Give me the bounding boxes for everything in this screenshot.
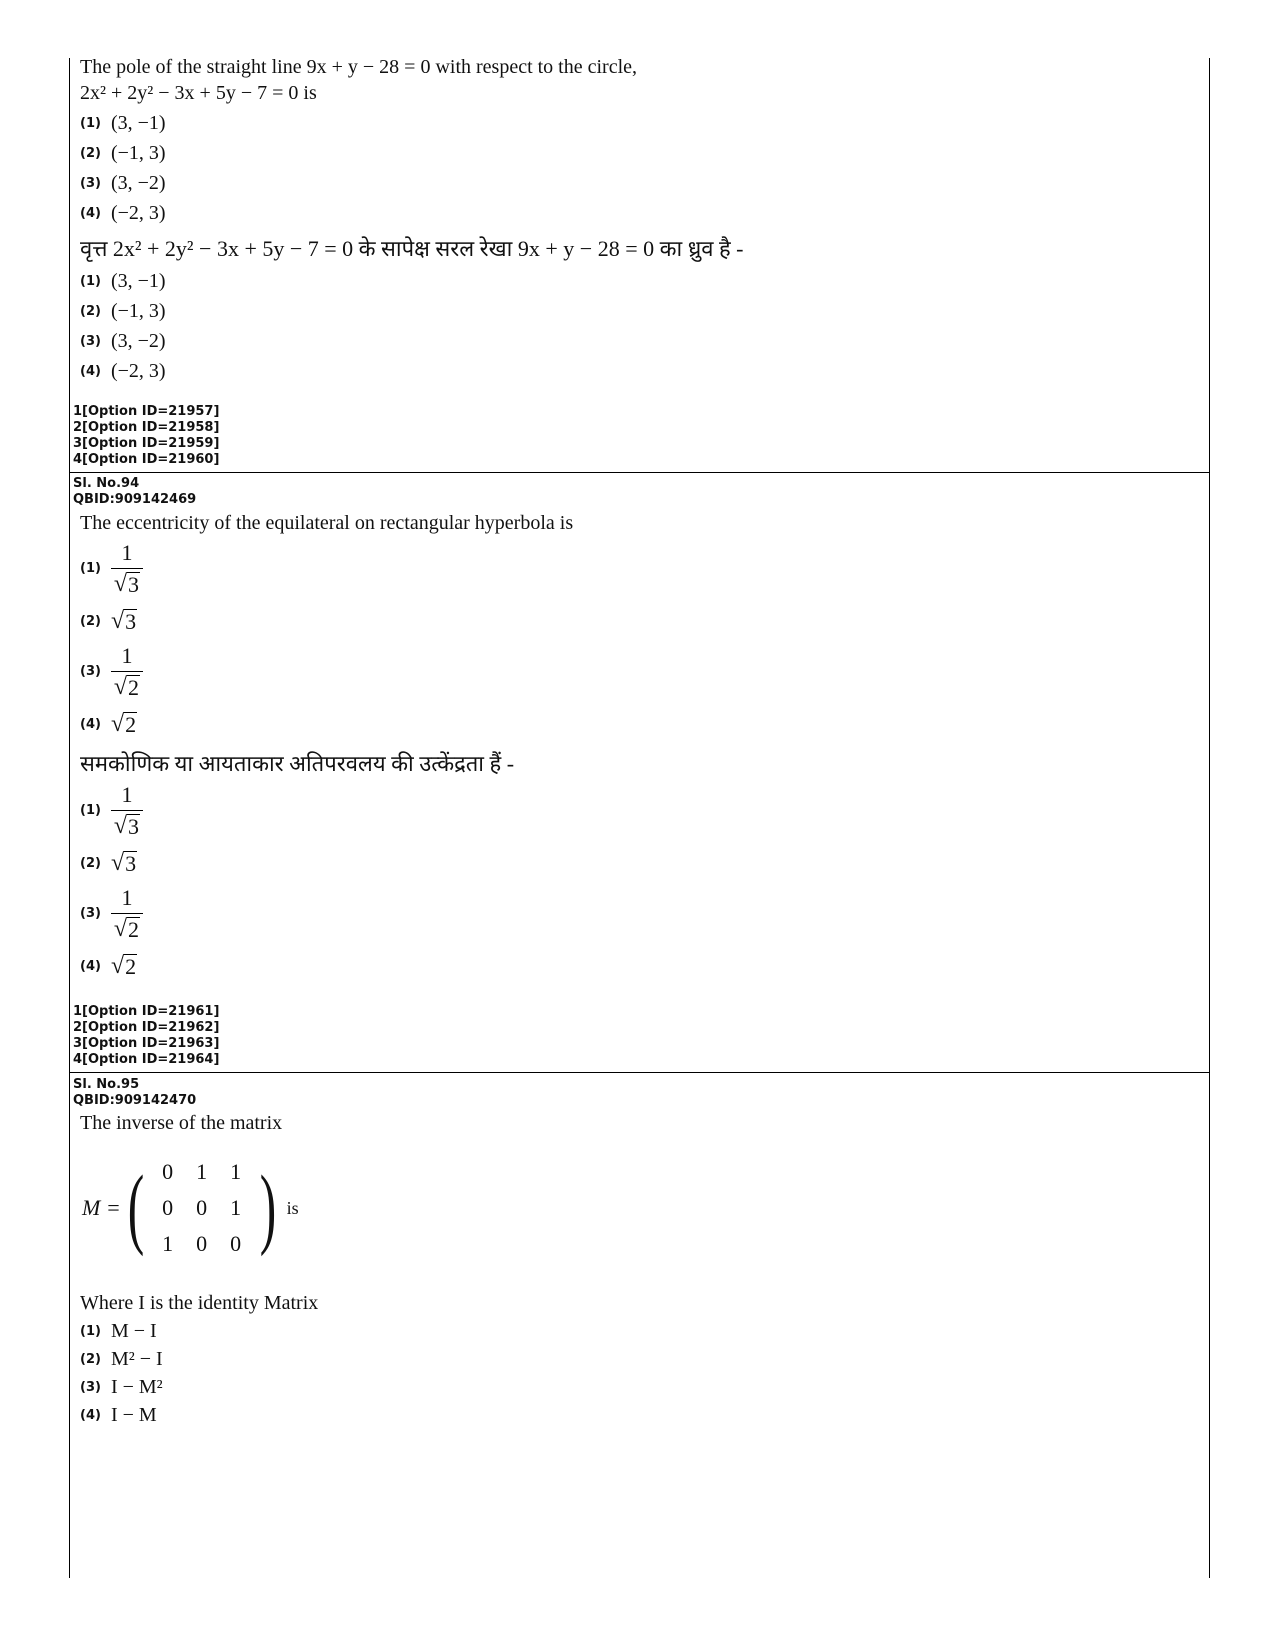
q95-option-2[interactable] bbox=[80, 1348, 163, 1371]
q94-option-hi-1[interactable] bbox=[80, 782, 143, 839]
matrix-grid bbox=[151, 1159, 253, 1257]
radical-sign: √ bbox=[113, 571, 128, 597]
q94-option-hi-3[interactable] bbox=[80, 885, 143, 942]
q93-option-ids bbox=[73, 404, 219, 468]
sqrt bbox=[114, 674, 140, 700]
q93-option-en-3[interactable] bbox=[80, 172, 166, 195]
q94-question-en: The eccentricity of the equilateral on rectangular hyperbola is bbox=[80, 512, 574, 534]
q95-matrix-expression bbox=[82, 1152, 299, 1264]
radicand: 2 bbox=[128, 917, 140, 942]
matrix-cell: 0 bbox=[196, 1195, 208, 1220]
matrix-cell: 1 bbox=[162, 1231, 174, 1256]
q93-option-en-2[interactable] bbox=[80, 142, 166, 165]
option-number: (1) bbox=[80, 116, 101, 131]
q93-option-hi-2[interactable] bbox=[80, 300, 166, 323]
option-number: (2) bbox=[80, 304, 101, 319]
matrix-cell: 1 bbox=[230, 1195, 242, 1220]
option-id: 2[Option ID=21962] bbox=[73, 1020, 220, 1035]
q93-question-line2: 2x² + 2y² − 3x + 5y − 7 = 0 is bbox=[80, 82, 317, 104]
matrix-cell: 1 bbox=[230, 1159, 242, 1184]
radical-sign: √ bbox=[113, 813, 128, 839]
radical-sign: √ bbox=[113, 916, 128, 942]
sl-no: Sl. No.95 bbox=[73, 1077, 140, 1092]
option-value: (3, −2) bbox=[110, 330, 166, 352]
fraction-bar bbox=[111, 913, 143, 914]
q94-question-hindi: समकोणिक या आयताकार अतिपरवलय की उत्केंद्रता हैं - bbox=[80, 751, 515, 776]
q93-option-hi-3[interactable] bbox=[80, 330, 166, 353]
option-number: (3) bbox=[80, 906, 101, 921]
matrix-cell: 0 bbox=[162, 1159, 174, 1184]
option-number: (2) bbox=[80, 855, 101, 871]
q95-option-1[interactable] bbox=[80, 1320, 157, 1343]
option-value: M² − I bbox=[110, 1348, 163, 1370]
sqrt bbox=[114, 916, 140, 942]
matrix-cell: 1 bbox=[196, 1159, 208, 1184]
option-number: (2) bbox=[80, 1352, 101, 1367]
fraction-bar bbox=[111, 568, 143, 569]
numerator: 1 bbox=[121, 885, 133, 910]
left-paren: ( bbox=[127, 1158, 144, 1257]
q95-option-4[interactable] bbox=[80, 1404, 157, 1427]
option-value: (3, −2) bbox=[110, 172, 166, 194]
option-number: (1) bbox=[80, 561, 101, 576]
q93-option-en-4[interactable] bbox=[80, 202, 166, 225]
radicand: 2 bbox=[125, 954, 137, 979]
option-value: (3, −1) bbox=[110, 112, 166, 134]
radicand: 3 bbox=[128, 572, 140, 597]
q94-option-ids bbox=[73, 1004, 219, 1068]
q93-option-hi-1[interactable] bbox=[80, 270, 166, 293]
sqrt bbox=[114, 813, 140, 839]
q94-option-en-3[interactable] bbox=[80, 643, 143, 700]
option-number: (3) bbox=[80, 1380, 101, 1395]
fraction bbox=[111, 643, 143, 700]
section-divider bbox=[69, 472, 1210, 473]
radical-sign: √ bbox=[110, 608, 125, 634]
q95-where-text: Where I is the identity Matrix bbox=[80, 1292, 319, 1314]
option-value: (−1, 3) bbox=[110, 300, 166, 322]
right-paren: ) bbox=[259, 1158, 276, 1257]
option-value: (−2, 3) bbox=[110, 360, 166, 382]
q94-option-hi-2[interactable] bbox=[80, 850, 137, 876]
sqrt bbox=[114, 571, 140, 597]
sqrt bbox=[111, 711, 137, 737]
numerator: 1 bbox=[121, 782, 133, 807]
option-number: (1) bbox=[80, 1324, 101, 1339]
q95-question-line1: The inverse of the matrix bbox=[80, 1112, 283, 1134]
fraction-bar bbox=[111, 671, 143, 672]
option-id: 1[Option ID=21957] bbox=[73, 404, 220, 419]
section-divider bbox=[69, 1072, 1210, 1073]
option-number: (2) bbox=[80, 613, 101, 629]
option-id: 1[Option ID=21961] bbox=[73, 1004, 220, 1019]
option-id: 3[Option ID=21959] bbox=[73, 436, 220, 451]
fraction bbox=[111, 782, 143, 839]
option-value: (3, −1) bbox=[110, 270, 166, 292]
matrix-cell: 0 bbox=[162, 1195, 174, 1220]
fraction-bar bbox=[111, 810, 143, 811]
qbid: QBID:909142470 bbox=[73, 1093, 197, 1108]
sqrt bbox=[111, 850, 137, 876]
sqrt bbox=[111, 953, 137, 979]
option-number: (3) bbox=[80, 176, 101, 191]
option-number: (3) bbox=[80, 664, 101, 679]
option-number: (4) bbox=[80, 364, 101, 379]
q93-question-hindi: वृत्त 2x² + 2y² − 3x + 5y − 7 = 0 के सापेक्ष सरल रेखा 9x + y − 28 = 0 का ध्रुव है - bbox=[80, 236, 744, 261]
fraction bbox=[111, 540, 143, 597]
q95-header bbox=[73, 1077, 196, 1109]
radical-sign: √ bbox=[110, 711, 125, 737]
matrix-lhs: M = bbox=[82, 1195, 121, 1220]
qbid: QBID:909142469 bbox=[73, 492, 197, 507]
q94-option-en-2[interactable] bbox=[80, 608, 137, 634]
radicand: 3 bbox=[128, 814, 140, 839]
option-number: (3) bbox=[80, 334, 101, 349]
option-number: (4) bbox=[80, 716, 101, 732]
option-number: (1) bbox=[80, 803, 101, 818]
option-number: (4) bbox=[80, 1408, 101, 1423]
radicand: 3 bbox=[125, 609, 137, 634]
fraction bbox=[111, 885, 143, 942]
radical-sign: √ bbox=[110, 850, 125, 876]
q94-option-en-4[interactable] bbox=[80, 711, 137, 737]
page-frame bbox=[69, 58, 1210, 1578]
option-value: M − I bbox=[110, 1320, 157, 1342]
q94-option-hi-4[interactable] bbox=[80, 953, 137, 979]
radical-sign: √ bbox=[110, 953, 125, 979]
radical-sign: √ bbox=[113, 674, 128, 700]
option-value: (−1, 3) bbox=[110, 142, 166, 164]
matrix-suffix: is bbox=[286, 1197, 299, 1218]
q95-option-3[interactable] bbox=[80, 1376, 163, 1399]
matrix-cell: 0 bbox=[196, 1231, 208, 1256]
option-value: I − M bbox=[110, 1404, 157, 1426]
q94-header bbox=[73, 476, 196, 508]
sl-no: Sl. No.94 bbox=[73, 476, 140, 491]
option-number: (2) bbox=[80, 146, 101, 161]
radicand: 2 bbox=[128, 675, 140, 700]
numerator: 1 bbox=[121, 643, 133, 668]
sqrt bbox=[111, 608, 137, 634]
radicand: 3 bbox=[125, 851, 137, 876]
option-value: (−2, 3) bbox=[110, 202, 166, 224]
matrix-cell: 0 bbox=[230, 1231, 242, 1256]
option-id: 2[Option ID=21958] bbox=[73, 420, 220, 435]
option-number: (1) bbox=[80, 274, 101, 289]
option-value: I − M² bbox=[110, 1376, 163, 1398]
option-number: (4) bbox=[80, 958, 101, 974]
q93-option-en-1[interactable] bbox=[80, 112, 166, 135]
q93-question-line1: The pole of the straight line 9x + y − 28 = 0 with respect to the circle, bbox=[80, 56, 638, 78]
option-id: 4[Option ID=21964] bbox=[73, 1052, 220, 1067]
radicand: 2 bbox=[125, 712, 137, 737]
option-id: 4[Option ID=21960] bbox=[73, 452, 220, 467]
q94-option-en-1[interactable] bbox=[80, 540, 143, 597]
q93-option-hi-4[interactable] bbox=[80, 360, 166, 383]
option-id: 3[Option ID=21963] bbox=[73, 1036, 220, 1051]
option-number: (4) bbox=[80, 206, 101, 221]
numerator: 1 bbox=[121, 540, 133, 565]
